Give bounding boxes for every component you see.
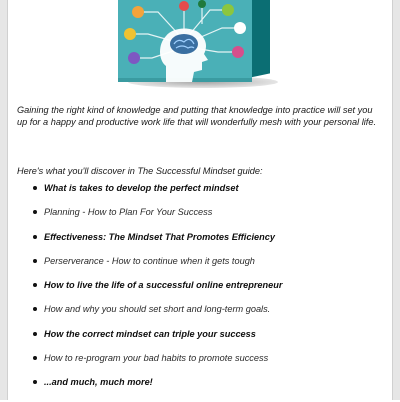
mail-icon bbox=[128, 52, 140, 64]
list-item-text: Perserverance - How to continue when it gets tough bbox=[44, 255, 255, 266]
list-item-text: What is takes to develop the perfect mindset bbox=[44, 183, 239, 193]
dollar-icon bbox=[232, 46, 244, 58]
list-item bbox=[0, 256, 400, 280]
list-item bbox=[0, 280, 400, 304]
bullet-icon bbox=[33, 210, 37, 214]
list-item-text: How to live the life of a successful online entrepreneur bbox=[44, 280, 283, 291]
list-item bbox=[0, 329, 400, 353]
chart-icon bbox=[132, 6, 144, 18]
feature-list bbox=[0, 183, 400, 402]
book-cover bbox=[118, 0, 252, 82]
guide-lead-text: Here's what you'll discover in The Successful Mindset guide: bbox=[17, 166, 263, 176]
bullet-icon bbox=[33, 380, 37, 384]
chat-icon bbox=[234, 22, 246, 34]
list-item bbox=[0, 232, 400, 256]
list-item-text: ...and much, much more! bbox=[44, 377, 153, 388]
list-item bbox=[0, 207, 400, 231]
bullet-icon bbox=[33, 307, 37, 311]
brain-icon bbox=[170, 34, 198, 54]
clock-icon bbox=[179, 1, 189, 11]
list-item bbox=[0, 304, 400, 328]
bullet-icon bbox=[33, 235, 37, 239]
list-item-text: Planning - How to Plan For Your Success bbox=[44, 207, 213, 218]
gear-icon bbox=[222, 4, 234, 16]
bullet-icon bbox=[33, 186, 37, 190]
bullet-icon bbox=[33, 332, 37, 336]
list-item-text: How and why you should set short and long-term goals. bbox=[44, 304, 271, 315]
bullet-icon bbox=[33, 356, 37, 360]
list-item bbox=[0, 353, 400, 377]
list-item-text: Effectiveness: The Mindset That Promotes Efficiency bbox=[44, 231, 275, 242]
list-item-text: How to re-program your bad habits to promote success bbox=[44, 353, 269, 364]
intro-paragraph: Gaining the right kind of knowledge and putting that knowledge into practice will set you up for a happy and productive work life that will wonderfully mesh with your personal life. bbox=[17, 105, 377, 127]
list-item-text: How the correct mindset can triple your success bbox=[44, 328, 256, 339]
list-item bbox=[0, 377, 400, 401]
folder-icon bbox=[124, 28, 136, 40]
book-cover-image bbox=[118, 0, 266, 86]
bullet-icon bbox=[33, 283, 37, 287]
bullet-icon bbox=[33, 259, 37, 263]
list-item bbox=[0, 183, 400, 207]
